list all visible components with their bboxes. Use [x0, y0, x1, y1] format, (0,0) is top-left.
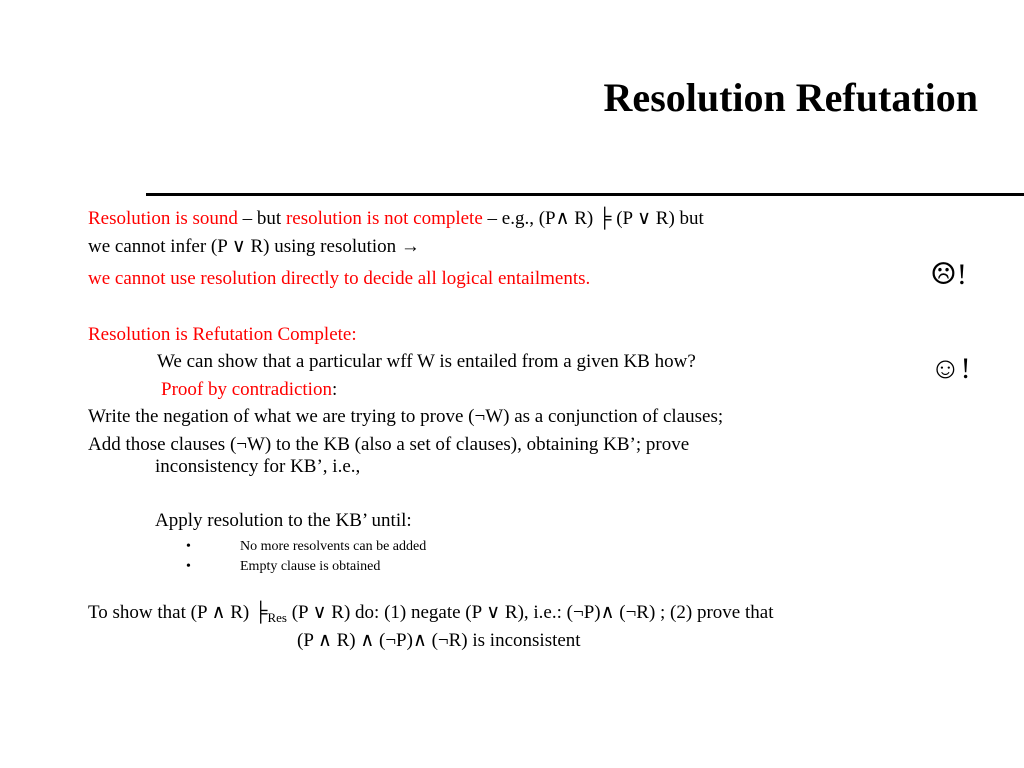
bullet-marker: • [186, 539, 191, 554]
line-cannot-infer: we cannot infer (P ∨ R) using resolution → [88, 236, 420, 257]
bullet-marker: • [186, 559, 191, 574]
colon-text: : [331, 379, 338, 400]
incomplete-text: resolution is not complete [285, 208, 483, 229]
negate-text: (P ∨ R) do: (1) negate (P ∨ R), i.e.: (¬P)∧ (¬R) ; (2) prove that [286, 602, 774, 623]
happy-face-icon: ☺! [930, 352, 971, 385]
proof-by-contradiction-text: Proof by contradiction [161, 379, 332, 400]
line-refutation-complete: Resolution is Refutation Complete: [88, 324, 357, 345]
bullet-item [186, 536, 191, 558]
example-text: – e.g., (P∧ R) ╞ (P ∨ R) but [482, 208, 704, 229]
line-add-clauses: Add those clauses (¬W) to the KB (also a set of clauses), obtaining KB’; prove [88, 434, 690, 455]
line-to-show [88, 602, 773, 629]
bullet-item-text: Empty clause is obtained [240, 559, 381, 574]
soundness-text: Resolution is sound [88, 208, 238, 229]
bullet-item-text: No more resolvents can be added [240, 539, 427, 554]
line-soundness [88, 208, 704, 230]
sad-face-icon: ☹! [930, 258, 967, 291]
line-write-negation: Write the negation of what we are trying to prove (¬W) as a conjunction of clauses; [88, 406, 724, 427]
res-subscript: Res [267, 610, 287, 625]
but-text: – but [237, 208, 286, 229]
line-is-inconsistent: (P ∧ R) ∧ (¬P)∧ (¬R) is inconsistent [297, 630, 581, 651]
line-show-entailed: We can show that a particular wff W is entailed from a given KB how? [157, 351, 696, 372]
to-show-text: To show that (P ∧ R) ╞ [88, 602, 268, 623]
title-rule [146, 193, 1024, 196]
line-apply-resolution: Apply resolution to the KB’ until: [155, 510, 412, 531]
slide-title: Resolution Refutation [603, 75, 978, 120]
line-proof-by-contradiction [161, 379, 337, 401]
bullet-item [186, 556, 191, 578]
line-cannot-use: we cannot use resolution directly to decide all logical entailments. [88, 268, 591, 289]
line-inconsistency: inconsistency for KB’, i.e., [155, 456, 361, 477]
